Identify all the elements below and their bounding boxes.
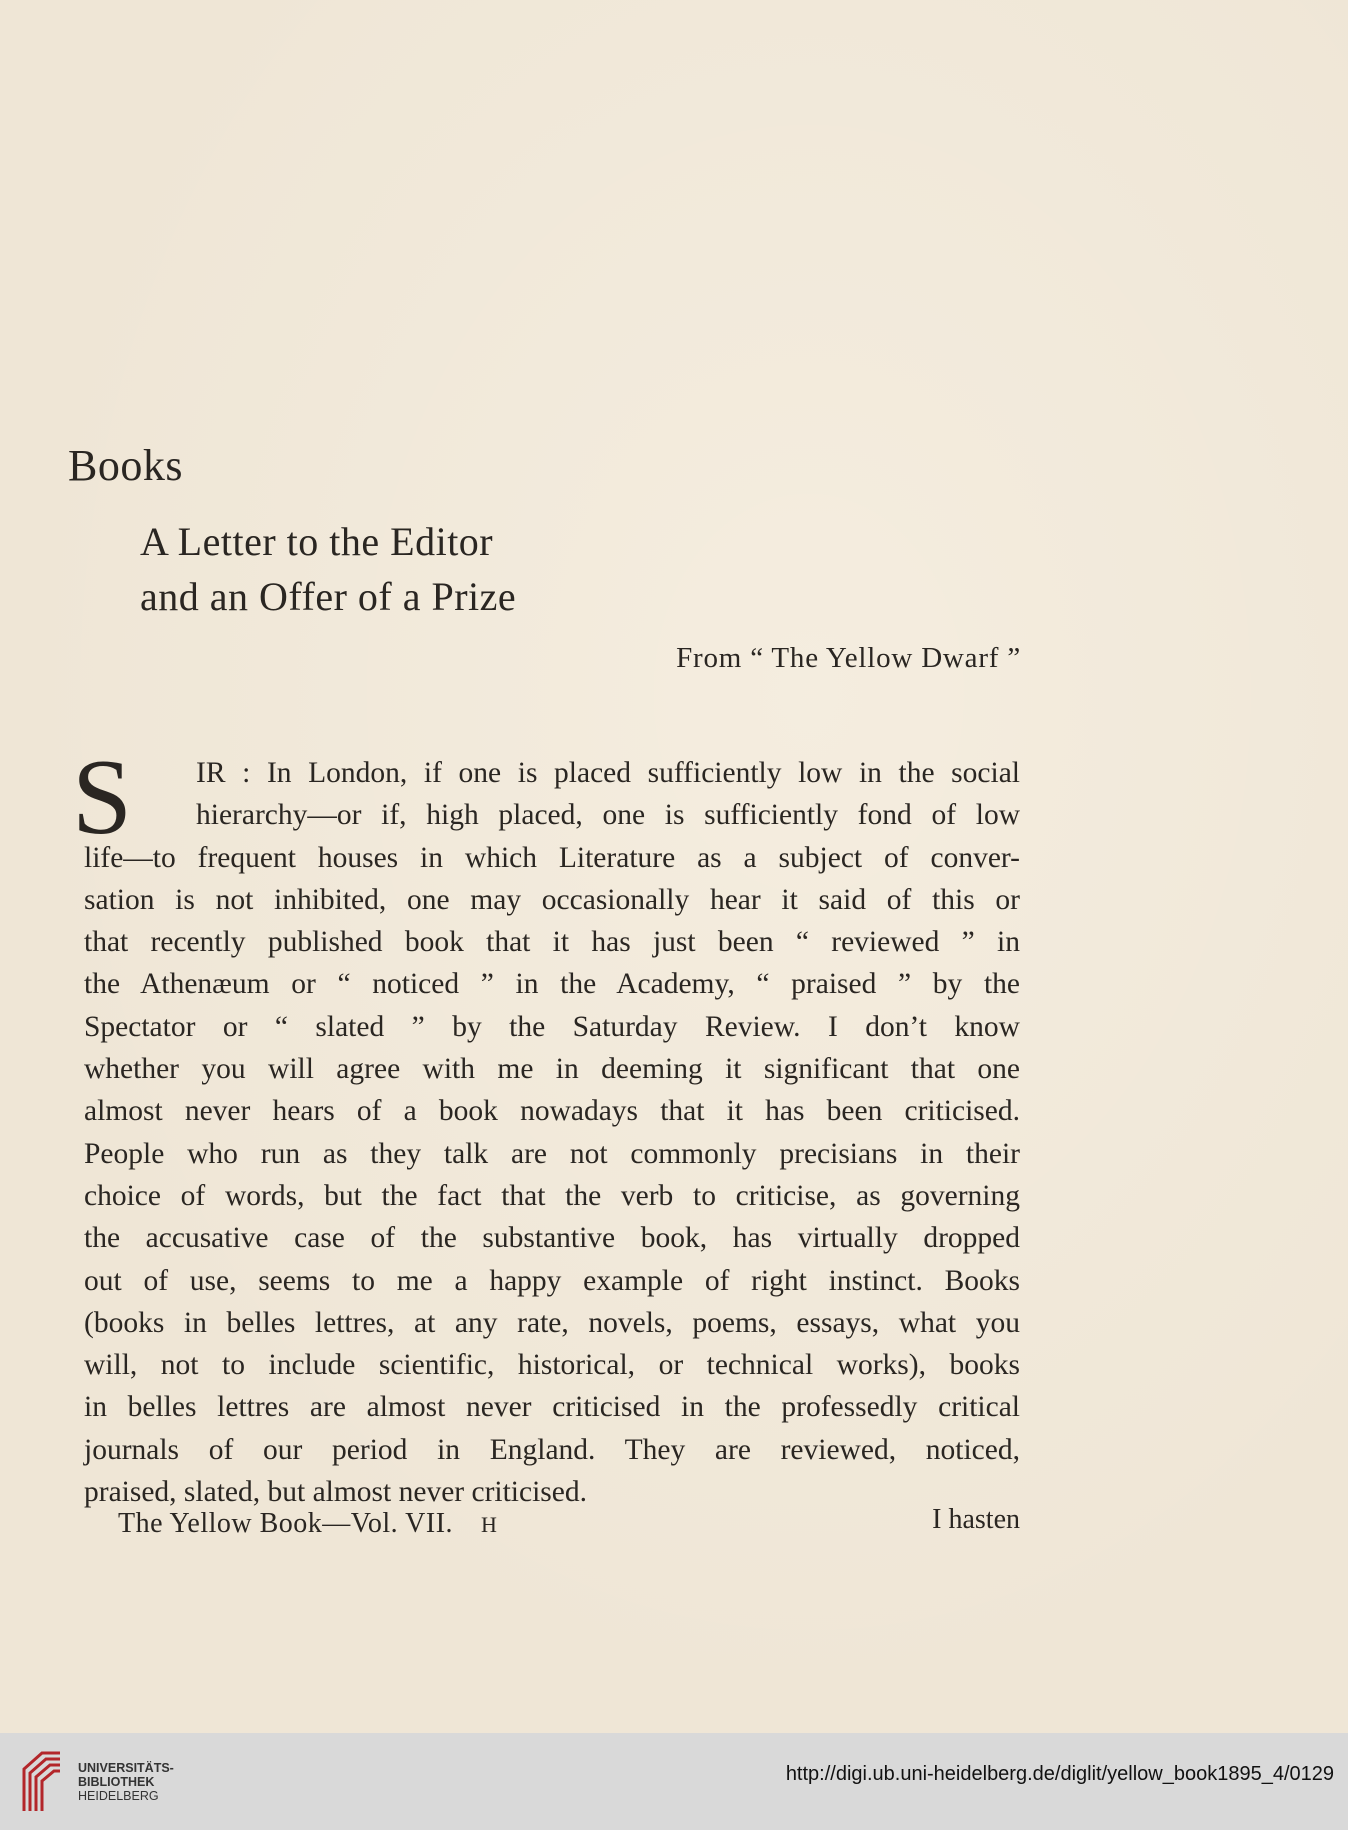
text-line: in belles lettres are almost never criticised in the professedly critical <box>84 1391 1020 1424</box>
signature-mark: H <box>481 1512 498 1537</box>
drop-cap: S <box>72 738 133 857</box>
text-line: People who run as they talk are not commonly precisians in their <box>84 1137 1020 1170</box>
byline: From “ The Yellow Dwarf ” <box>676 642 1021 674</box>
text-line: that recently published book that it has just been “ reviewed ” in <box>84 926 1020 959</box>
text-line: sation is not inhibited, one may occasionally hear it said of this or <box>84 883 1020 916</box>
section-heading: Books <box>68 441 183 490</box>
text-line: almost never hears of a book nowadays that it has been criticised. <box>84 1095 1020 1128</box>
text-line: (books in belles lettres, at any rate, novels, poems, essays, what you <box>84 1306 1020 1339</box>
text-line: IR : In London, if one is placed sufficiently low in the social <box>196 757 1020 789</box>
article-title-line-2: and an Offer of a Prize <box>140 574 517 619</box>
source-url-link[interactable]: http://digi.ub.uni-heidelberg.de/diglit/yellow_book1895_4/0129 <box>785 1763 1334 1785</box>
text-line: journals of our period in England. They are reviewed, noticed, <box>84 1433 1020 1466</box>
running-footer <box>118 1508 497 1540</box>
text-line: life—to frequent houses in which Literature as a subject of conver- <box>84 841 1020 874</box>
text-line: Spectator or “ slated ” by the Saturday Review. I don’t know <box>84 1010 1020 1043</box>
catchword: I hasten <box>932 1504 1020 1535</box>
running-title: The Yellow Book—Vol. VII. <box>118 1508 454 1539</box>
library-name: UNIVERSITÄTS- BIBLIOTHEK HEIDELBERG <box>78 1761 174 1803</box>
text-line: the accusative case of the substantive book, has virtually dropped <box>84 1222 1020 1255</box>
library-logo-icon <box>18 1747 64 1815</box>
text-line: choice of words, but the fact that the verb to criticise, as governing <box>84 1179 1020 1212</box>
article-title-line-1: A Letter to the Editor <box>140 519 494 564</box>
letter-body <box>84 752 1020 1513</box>
text-line: whether you will agree with me in deeming it significant that one <box>84 1053 1020 1086</box>
text-line: the Athenæum or “ noticed ” in the Academy, “ praised ” by the <box>84 968 1020 1001</box>
text-line: hierarchy—or if, high placed, one is sufficiently fond of low <box>196 799 1020 832</box>
text-line: will, not to include scientific, historical, or technical works), books <box>84 1349 1020 1382</box>
text-line: praised, slated, but almost never criticised. <box>84 1476 587 1509</box>
library-bar <box>0 1733 1348 1830</box>
text-line: out of use, seems to me a happy example of right instinct. Books <box>84 1264 1020 1297</box>
